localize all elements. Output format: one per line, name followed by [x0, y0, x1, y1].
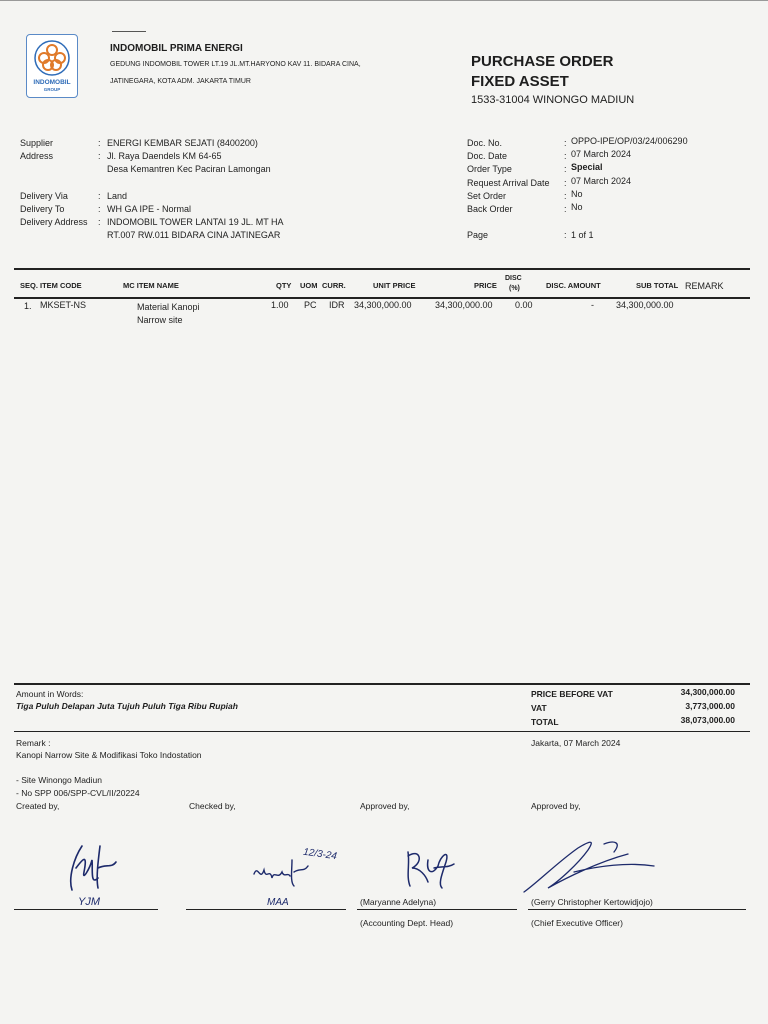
field-label: Order Type: [467, 164, 512, 174]
doc-title-2: FIXED ASSET: [471, 73, 569, 90]
sign-line-checked: [186, 909, 346, 910]
doc-no-value: OPPO-IPE/OP/03/24/006290: [571, 136, 688, 146]
logo-subtext: GROUP: [43, 87, 61, 92]
supplier-value: ENERGI KEMBAR SEJATI (8400200): [107, 138, 258, 148]
colon: :: [564, 178, 567, 188]
colon: :: [98, 204, 101, 214]
initials-created: YJM: [78, 896, 100, 908]
remark-line-1: Kanopi Narrow Site & Modifikasi Toko Indostation: [16, 750, 202, 760]
col-qty: QTY: [276, 281, 292, 290]
doc-title: PURCHASE ORDER: [471, 53, 614, 70]
summary-bottom-rule: [14, 731, 750, 732]
col-disc-pct: (%): [509, 285, 520, 292]
top-edge-line: [0, 0, 768, 1]
delivery-address-value: INDOMOBIL TOWER LANTAI 19 JL. MT HA: [107, 217, 284, 227]
colon: :: [564, 138, 567, 148]
signature-approver-1: [398, 842, 458, 892]
signature-approver-2: [518, 832, 658, 902]
logo-emblem-icon: [33, 39, 71, 77]
row-uom: PC: [304, 300, 317, 310]
company-name: INDOMOBIL PRIMA ENERGI: [110, 43, 243, 54]
table-header-rule: [14, 297, 750, 299]
pen-mark: [112, 31, 146, 32]
request-arrival-value: 07 March 2024: [571, 176, 632, 186]
col-remark: REMARK: [685, 281, 724, 291]
approver-2-name: (Gerry Christopher Kertowidjojo): [531, 897, 653, 907]
field-label: Doc. No.: [467, 138, 503, 148]
field-label: Back Order: [467, 204, 513, 214]
colon: :: [98, 138, 101, 148]
logo-text: INDOMOBIL: [33, 79, 71, 86]
doc-subtitle: 1533-31004 WINONGO MADIUN: [471, 94, 635, 106]
delivery-address-value-2: RT.007 RW.011 BIDARA CINA JATINEGAR: [107, 230, 281, 240]
initials-checked: MAA: [267, 897, 289, 908]
col-uom: UOM: [300, 281, 318, 290]
company-logo: [26, 34, 78, 98]
row-seq: 1.: [24, 301, 32, 311]
handwritten-date: 12/3-24: [302, 846, 338, 863]
set-order-value: No: [571, 189, 583, 199]
field-label: Address: [20, 151, 54, 161]
remark-label: Remark :: [16, 738, 51, 748]
row-price: 34,300,000.00: [435, 300, 493, 310]
field-label: Supplier: [20, 138, 54, 148]
created-by-label: Created by,: [16, 801, 60, 811]
colon: :: [98, 151, 101, 161]
summary-top-rule: [14, 683, 750, 685]
colon: :: [564, 230, 567, 240]
row-item-name: Material Kanopi: [137, 302, 200, 312]
row-item-name-2: Narrow site: [137, 315, 183, 325]
field-label: Delivery Via: [20, 191, 68, 201]
colon: :: [564, 151, 567, 161]
approver-2-title: (Chief Executive Officer): [531, 918, 623, 928]
back-order-value: No: [571, 202, 583, 212]
doc-date-value: 07 March 2024: [571, 149, 632, 159]
vat-value: 3,773,000.00: [685, 701, 735, 711]
field-label: Doc. Date: [467, 151, 508, 161]
address-value-2: Desa Kemantren Kec Paciran Lamongan: [107, 164, 271, 174]
col-disc-amount: DISC. AMOUNT: [546, 281, 601, 290]
row-qty: 1.00: [271, 300, 289, 310]
row-sub-total: 34,300,000.00: [616, 300, 674, 310]
address-value: Jl. Raya Daendels KM 64-65: [107, 151, 222, 161]
colon: :: [564, 164, 567, 174]
approver-1-title: (Accounting Dept. Head): [360, 918, 454, 928]
checked-by-label: Checked by,: [189, 801, 236, 811]
row-disc-amount: -: [591, 300, 594, 310]
field-label: Set Order: [467, 191, 507, 201]
sign-line-approver-1: [357, 909, 517, 910]
approved-by-label-1: Approved by,: [360, 801, 410, 811]
row-disc-pct: 0.00: [515, 300, 533, 310]
table-top-rule: [14, 268, 750, 270]
order-type-value: Special: [571, 162, 603, 172]
approved-by-label-2: Approved by,: [531, 801, 581, 811]
col-curr: CURR.: [322, 281, 346, 290]
amount-words-label: Amount in Words:: [16, 689, 84, 699]
row-unit-price: 34,300,000.00: [354, 300, 412, 310]
field-label: Page: [467, 230, 489, 240]
col-unit-price: UNIT PRICE: [373, 281, 416, 290]
remark-line-2: - Site Winongo Madiun: [16, 775, 102, 785]
price-before-vat-label: PRICE BEFORE VAT: [531, 689, 613, 699]
row-item-code: MKSET-NS: [40, 300, 87, 310]
delivery-to-value: WH GA IPE - Normal: [107, 204, 192, 214]
delivery-via-value: Land: [107, 191, 128, 201]
col-seq-item-code: SEQ. ITEM CODE: [20, 281, 82, 290]
sign-line-created: [14, 909, 158, 910]
page-value: 1 of 1: [571, 230, 594, 240]
signature-created: [62, 838, 122, 898]
company-address-line1: GEDUNG INDOMOBIL TOWER LT.19 JL.MT.HARYONO KAV 11. BIDARA CINA,: [110, 61, 361, 68]
col-sub-total: SUB TOTAL: [636, 281, 679, 290]
col-price: PRICE: [474, 281, 497, 290]
approver-1-name: (Maryanne Adelyna): [360, 897, 437, 907]
vat-label: VAT: [531, 703, 547, 713]
company-address-line2: JATINEGARA, KOTA ADM. JAKARTA TIMUR: [110, 78, 251, 85]
col-disc: DISC: [505, 275, 522, 282]
price-before-vat-value: 34,300,000.00: [680, 687, 735, 697]
field-label: Request Arrival Date: [467, 178, 550, 188]
colon: :: [564, 191, 567, 201]
place-date: Jakarta, 07 March 2024: [531, 738, 621, 748]
field-label: Delivery To: [20, 204, 65, 214]
total-label: TOTAL: [531, 717, 559, 727]
sign-line-approver-2: [528, 909, 746, 910]
row-curr: IDR: [329, 300, 345, 310]
colon: :: [564, 204, 567, 214]
amount-words: Tiga Puluh Delapan Juta Tujuh Puluh Tiga Ribu Rupiah: [16, 701, 238, 711]
col-item-name: MC ITEM NAME: [123, 281, 179, 290]
total-value: 38,073,000.00: [680, 715, 735, 725]
colon: :: [98, 191, 101, 201]
field-label: Delivery Address: [20, 217, 88, 227]
colon: :: [98, 217, 101, 227]
remark-line-3: - No SPP 006/SPP-CVL/II/20224: [16, 788, 140, 798]
